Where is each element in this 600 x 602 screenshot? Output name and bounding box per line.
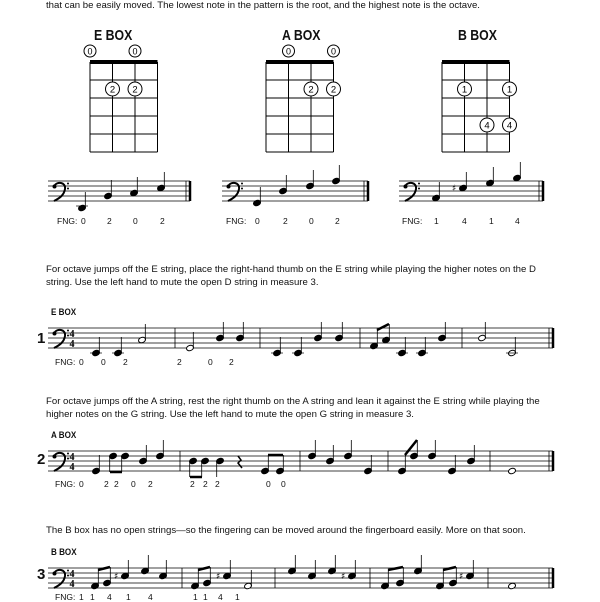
ex1-fng-6: 2 [229,357,234,367]
ex1-fng-5: 0 [208,357,213,367]
sharp-icon: ♯ [114,572,119,582]
example-1-label: E BOX [51,307,77,318]
time-signature-bottom: 4 [69,462,75,473]
ex1-fng-1: 0 [79,357,84,367]
note-head [508,582,517,589]
example-2-label: A BOX [51,430,77,441]
note-head [508,467,517,474]
ex2-fng-8: 2 [215,479,220,489]
box-title-b: B BOX [458,27,497,44]
box-title-e: E BOX [94,27,133,44]
example-1-staff [48,322,553,357]
ex2-fng-5: 2 [148,479,153,489]
box-e-fng-1: 0 [81,216,86,226]
finger-dot-label: 2 [132,84,138,96]
finger-dot-label: 2 [330,84,337,96]
box-a-fng-3: 0 [309,216,314,226]
sharp-icon: ♯ [341,572,346,582]
finger-dot-label: 1 [506,84,513,96]
ex3-fng-5: 4 [148,592,153,602]
box-e-fng-3: 0 [133,216,138,226]
ex2-fng-label: FNG: [55,479,76,489]
beam [443,567,456,570]
box-e-fng-4: 2 [160,216,165,226]
ex2-fng-7: 2 [203,479,208,489]
ex3-fng-2: 1 [90,592,95,602]
box-b-fng-label: FNG: [402,216,423,226]
ex1-fng-4: 2 [177,357,182,367]
box-a-fng-1: 0 [255,216,260,226]
ex2-fng-1: 0 [79,479,84,489]
bass-clef-dot [53,572,57,576]
ex2-fng-4: 0 [131,479,136,489]
ex3-fng-3: 4 [107,592,112,602]
ex3-fng-7: 1 [203,592,208,602]
ex2-fng-10: 0 [281,479,286,489]
box-title-a: A BOX [282,27,321,44]
finger-dot-label: 4 [484,120,490,132]
box-b-fng-4: 4 [515,216,520,226]
finger-dot-label: 2 [109,84,116,96]
sharp-icon: ♯ [459,572,464,582]
box-b-fng-1: 1 [434,216,439,226]
time-signature-bottom: 4 [69,339,75,350]
box-b-fng-2: 4 [462,216,467,226]
open-string-marker-label: 0 [285,46,292,57]
ex2-fng-9: 0 [266,479,271,489]
bass-clef-dot [53,455,57,459]
example-1-number: 1 [37,330,46,347]
example-2-staff [48,440,553,477]
box-a-fng-label: FNG: [226,216,247,226]
example-2-number: 2 [37,451,46,468]
box-a-fng-4: 2 [335,216,340,226]
bass-clef-dot [53,332,57,336]
ex3-fng-8: 4 [218,592,223,602]
ex1-fng-3: 2 [123,357,128,367]
ex3-fng-label: FNG: [55,592,76,602]
sharp-icon: ♯ [452,184,457,194]
ex3-fng-1: 1 [79,592,84,602]
finger-dot-label: 1 [461,84,468,96]
box-e-fng-2: 2 [107,216,112,226]
ex2-fng-6: 2 [190,479,195,489]
example-3-staff [48,555,553,590]
ex3-fng-9: 1 [235,592,240,602]
beam [98,567,110,570]
time-signature-top: 4 [69,452,75,463]
box-a-fng-2: 2 [283,216,288,226]
paragraph-a-string: For octave jumps off the A string, rest the right thumb on the A string and lean it against the E string while playing the higher notes on the G string. Use the left hand to mute the open G string in measure 3. [46,396,540,420]
open-string-marker-label: 0 [87,46,93,57]
ex1-fng-2: 0 [101,357,106,367]
time-signature-top: 4 [69,569,75,580]
time-signature-top: 4 [69,329,75,340]
ex2-fng-2: 2 [104,479,109,489]
box-b-fng-3: 1 [489,216,494,226]
open-string-marker-label: 0 [132,46,138,57]
example-3-number: 3 [37,566,46,583]
finger-dot-label: 2 [308,84,314,96]
time-signature-bottom: 4 [69,579,75,590]
ex3-fng-4: 1 [126,592,131,602]
paragraph-b-box: The B box has no open strings—so the fingering can be moved around the fingerboard easily. More on that soon. [46,525,526,536]
paragraph-e-string: For octave jumps off the E string, place the right-hand thumb on the E string while playing the higher notes on the D string. Use the left hand to mute the open D string in measure 3. [46,264,536,288]
open-string-marker-label: 0 [330,46,337,57]
ex3-fng-6: 1 [193,592,198,602]
intro-text: that can be easily moved. The lowest note in the pattern is the root, and the highest note is the octave. [46,0,480,11]
finger-dot-label: 4 [506,120,513,132]
ex1-fng-label: FNG: [55,357,76,367]
sharp-icon: ♯ [216,572,221,582]
beam [388,567,403,570]
box-e-fng-label: FNG: [57,216,78,226]
beam [377,324,389,330]
example-3-label: B BOX [51,547,77,558]
ex2-fng-3: 2 [114,479,119,489]
beam [198,567,210,570]
